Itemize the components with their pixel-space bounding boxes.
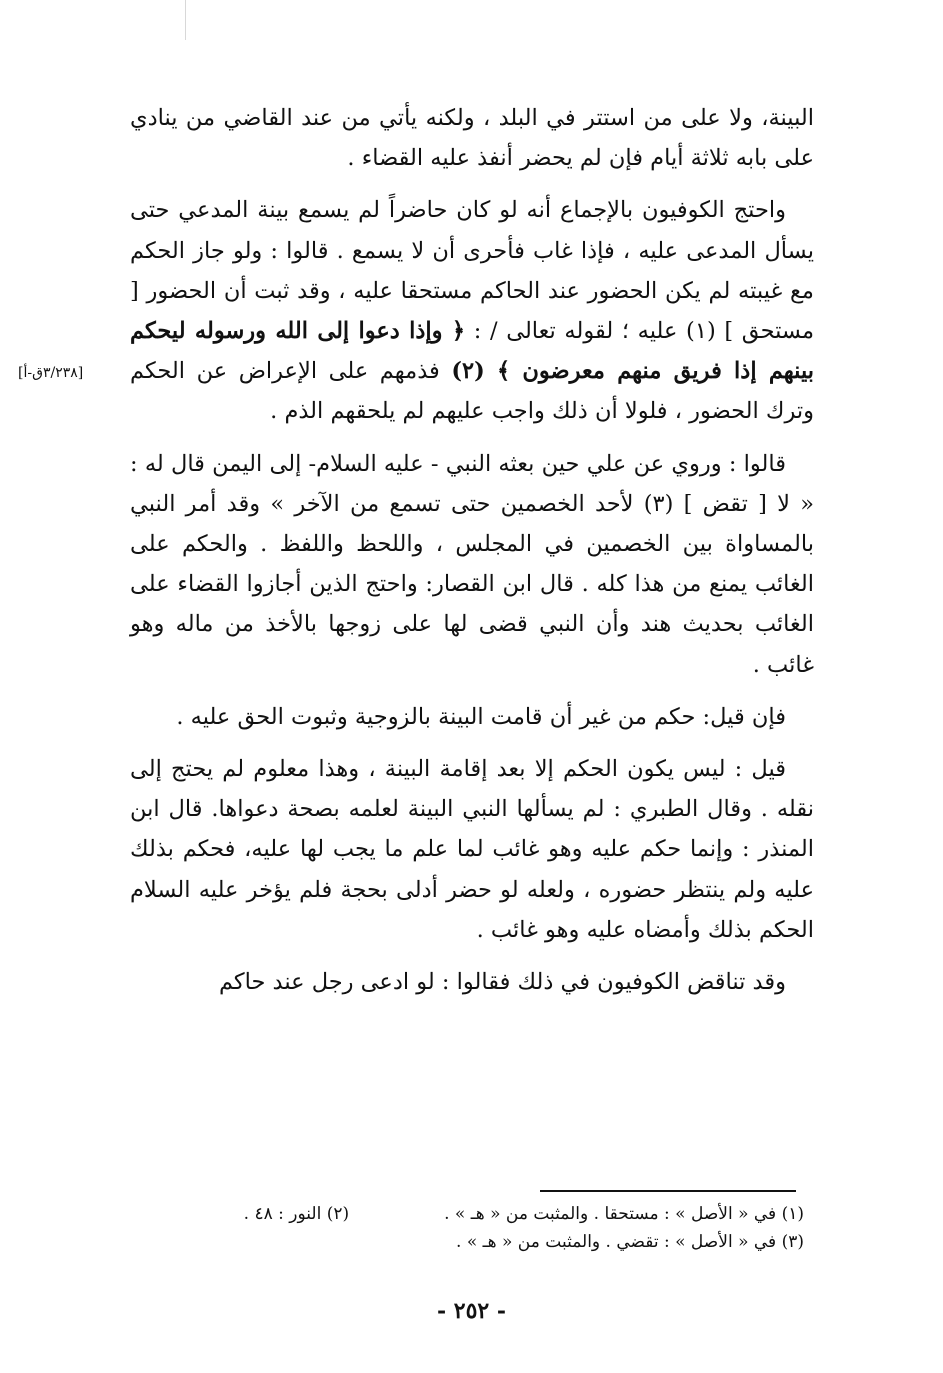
- footnotes: [130, 1200, 804, 1256]
- paragraph-3: قالوا : وروي عن علي حين بعثه النبي - عليه السلام- إلى اليمن قال له : « لا [ تقض ] (٣) لأحد الخصمين حتى تسمع من الآخر » وقد أمر النبي بالمساواة بين الخصمين في المجلس ، واللحظ واللفظ . والحكم على الغائب يمنع من هذا كله . قال ابن القصار: واحتج الذين أجازوا القضاء على الغائب بحديث هند وأن النبي قضى لها على زوجها بالأخذ من ماله وهو غائب .: [130, 450, 814, 678]
- paragraph-2: [130, 190, 814, 431]
- paragraph-5: قيل : ليس يكون الحكم إلا بعد إقامة البينة ، وهذا معلوم لم يحتج إلى نقله . وقال الطبري : لم يسألها النبي البينة لعلمه بصحة دعواها. قال ابن المنذر : وإنما حكم عليه وهو غائب لما علم ما يجب لها عليه، فحكم بذلك عليه ولم ينتظر حضوره ، ولعله لو حضر أدلى بحجة فلم يؤخر عليه السلام الحكم بذلك وأمضاه عليه وهو غائب .: [130, 756, 814, 943]
- quran-verse: ﴿ وإذا دعوا إلى الله ورسوله ليحكم بينهم إذا فريق منهم معرضون ﴾ (٢): [130, 318, 815, 385]
- manuscript-folio-marker: [٣/٢٣٨ق-أ]: [18, 365, 84, 381]
- footnote-row-2: [130, 1228, 804, 1256]
- paragraph-4: فإن قيل: حكم من غير أن قامت البينة بالزوجية وثبوت الحق عليه .: [176, 703, 786, 730]
- main-text: [130, 98, 814, 1014]
- footnote-row-1: [130, 1200, 804, 1228]
- paragraph-2-text: واحتج الكوفيون بالإجماع أنه لو كان حاضراً لم يسمع بينة المدعي حتى يسأل المدعى عليه ، فإذا غاب فأحرى أن لا يسمع . قالوا : ولو جاز الحكم مع غيبته لم يكن الحضور عند الحاكم مستحقا عليه ، وقد ثبت أن الحضور [ مستحق ] (١) عليه ؛ لقوله تعالى / :: [130, 197, 815, 345]
- paragraph-1: البينة، ولا على من استتر في البلد ، ولكنه يأتي من عند القاضي من ينادي على بابه ثلاثة أيام فإن لم يحضر أنفذ عليه القضاء .: [130, 105, 814, 172]
- scan-artifact-line: [185, 0, 186, 40]
- paragraph-2-continuation: فذمهم على الإعراض عن الحكم وترك الحضور ، فلولا أن ذلك واجب عليهم لم يلحقهم الذم .: [130, 358, 814, 425]
- footnote-3: (٣) في « الأصل » : تقضي . والمثبت من « هـ » .: [456, 1232, 804, 1252]
- footnote-1: (١) في « الأصل » : مستحقا . والمثبت من « هـ » .: [444, 1204, 804, 1224]
- page-number: - ٢٥٢ -: [436, 1298, 507, 1324]
- footnote-separator: [540, 1190, 796, 1192]
- footnote-2: (٢) النور : ٤٨ .: [243, 1204, 350, 1224]
- paragraph-6: وقد تناقض الكوفيون في ذلك فقالوا : لو ادعى رجل عند حاكم: [218, 969, 786, 996]
